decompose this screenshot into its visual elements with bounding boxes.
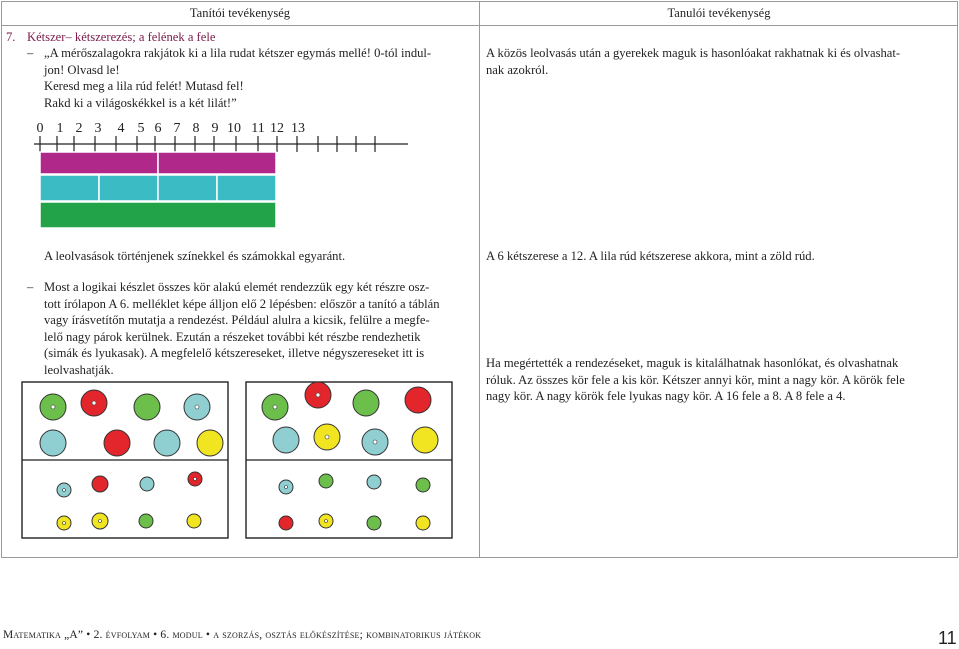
circle-hole — [195, 405, 199, 409]
ruler-label: 13 — [291, 121, 305, 136]
paragraph-line: leolvashatják. — [44, 362, 114, 377]
small-green-circle — [139, 514, 153, 528]
ruler-label: 4 — [117, 121, 125, 136]
small-green-circle — [416, 478, 430, 492]
ruler-figure — [0, 112, 420, 232]
ruler-label: 7 — [173, 121, 181, 136]
intro-line: A közös leolvasás után a gyerekek maguk is hasonlóakat rakhatnak ki és olvashat- — [486, 46, 901, 60]
ruler-rods — [40, 152, 276, 228]
ruler-label: 12 — [270, 121, 284, 136]
paragraph-line: vagy írásvetítőn mutatja a rendezést. Például alulra a kicsik, felülre a megfe- — [44, 313, 430, 327]
circle-hole — [51, 405, 55, 409]
small-red-circle — [279, 516, 293, 530]
paragraph-line: Most a logikai készlet összes kör alakú elemét rendezzük egy két részre osz- — [44, 280, 430, 294]
paragraph-line: nagy kör. A nagy körök fele lyukas nagy kör. A 16 fele a 8. A 8 fele a 4. — [486, 389, 846, 403]
ruler-label: 10 — [227, 121, 241, 136]
green-rod — [40, 202, 276, 228]
large-green-circle — [134, 394, 160, 420]
intro-line: nak azokról. — [486, 62, 549, 77]
circle-hole — [273, 405, 277, 409]
paragraph-line: Ha megértették a rendezéseket, maguk is kitalálhatnak hasonlókat, és olvashatnak — [486, 356, 899, 370]
purple-rod — [40, 152, 158, 174]
quote-line: „A mérőszalagokra rakjátok ki a lila rudat kétszer egymás mellé! 0-tól indul- — [44, 46, 432, 60]
paragraph-dash: – — [27, 280, 34, 294]
ruler-label: 5 — [137, 121, 145, 136]
large-teal-circle — [40, 430, 66, 456]
circles-figure — [20, 380, 460, 540]
large-yellow-circle — [197, 430, 223, 456]
quote-line: jon! Olvasd le! — [44, 62, 120, 77]
small-yellow-circle — [416, 516, 430, 530]
student-paragraph — [486, 355, 956, 405]
student-note: A 6 kétszerese a 12. A lila rúd kétszerese akkora, mint a zöld rúd. — [486, 249, 815, 263]
circle-hole — [325, 435, 329, 439]
page-number: 11 — [938, 628, 957, 648]
circle-hole — [99, 520, 102, 523]
paragraph-line: tott írólapon A 6. melléklet képe álljon elő 2 lépésben: először a tanító a táblán — [44, 296, 440, 311]
teacher-paragraph — [44, 279, 476, 378]
small-green-circle — [319, 474, 333, 488]
quote-line: Rakd ki a világoskékkel is a két lilát!” — [44, 95, 237, 110]
ruler-label: 6 — [154, 121, 162, 136]
small-teal-circle — [367, 475, 381, 489]
item-number: 7. — [6, 30, 16, 44]
ruler-label: 1 — [56, 121, 64, 136]
large-teal-circle — [273, 427, 299, 453]
small-teal-circle — [140, 477, 154, 491]
large-red-circle — [104, 430, 130, 456]
light-blue-rod — [158, 175, 217, 201]
ruler-label: 11 — [251, 121, 265, 136]
quote-dash: – — [27, 46, 34, 60]
quote-block — [44, 45, 474, 111]
light-blue-rod — [40, 175, 99, 201]
small-yellow-circle — [187, 514, 201, 528]
large-yellow-circle — [412, 427, 438, 453]
circle-hole — [285, 486, 288, 489]
header-student: Tanulói tevékenység — [667, 6, 771, 20]
ruler-label: 9 — [211, 121, 219, 136]
paragraph-line: lelő nagy párok kerülnek. Ezután a részeket további két részbe rendezhetik — [44, 329, 421, 344]
paragraph-line: róluk. Az összes kör fele a kis kör. Kétszer annyi kör, mint a nagy kör. A körök fele — [486, 372, 905, 387]
circle-hole — [194, 478, 197, 481]
light-blue-rod — [217, 175, 276, 201]
student-intro — [486, 45, 956, 78]
circle-hole — [373, 440, 377, 444]
paragraph-line: (simák és lyukasak). A megfelelő kétszereseket, illetve négyszereseket itt is — [44, 346, 425, 360]
quote-line: Keresd meg a lila rúd felét! Mutasd fel! — [44, 79, 244, 93]
header-teacher: Tanítói tevékenység — [189, 6, 291, 20]
circle-hole — [63, 522, 66, 525]
circle-hole — [325, 520, 328, 523]
large-teal-circle — [154, 430, 180, 456]
circle-hole — [92, 401, 96, 405]
small-red-circle — [92, 476, 108, 492]
column-divider — [479, 1, 480, 558]
footer-text: Matematika „A” • 2. évfolyam • 6. modul • a szorzás, osztás előkészítése; kombinatorikus játékok — [3, 629, 482, 641]
large-red-circle — [405, 387, 431, 413]
ruler-label: 2 — [75, 121, 83, 136]
teacher-note: A leolvasások történjenek színekkel és számokkal egyaránt. — [44, 249, 346, 263]
small-green-circle — [367, 516, 381, 530]
circle-hole — [316, 393, 320, 397]
item-title: Kétszer– kétszerezés; a felének a fele — [27, 30, 216, 44]
large-green-circle — [353, 390, 379, 416]
ruler-label: 8 — [192, 121, 200, 136]
ruler-label: 3 — [94, 121, 102, 136]
purple-rod — [158, 152, 276, 174]
circle-hole — [63, 489, 66, 492]
ruler-labels — [37, 121, 306, 136]
ruler-label: 0 — [36, 121, 44, 136]
light-blue-rod — [99, 175, 158, 201]
